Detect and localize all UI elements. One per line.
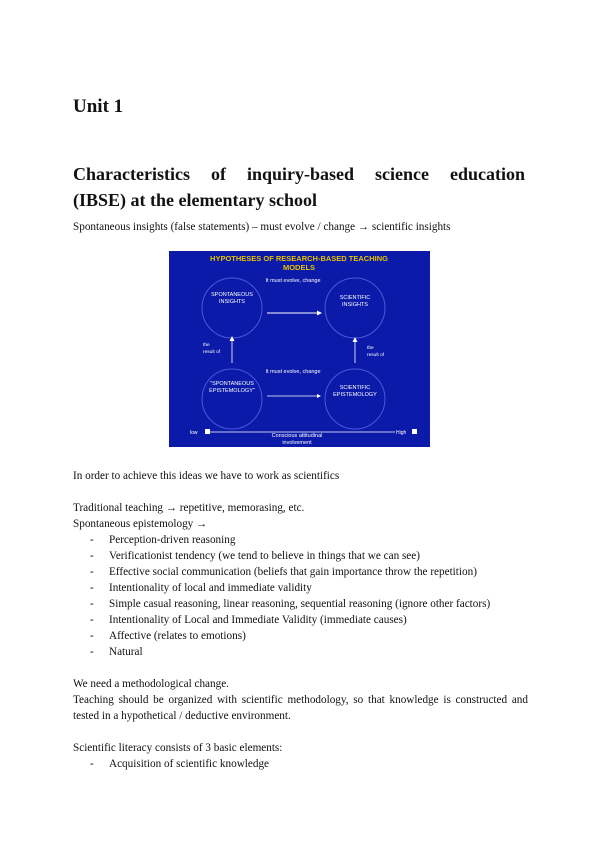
list-item-text: Perception-driven reasoning bbox=[109, 534, 236, 546]
dash-bullet: - bbox=[90, 534, 94, 546]
section-heading bbox=[73, 161, 525, 213]
list-item bbox=[73, 756, 533, 772]
dash-bullet: - bbox=[90, 646, 94, 658]
literacy-intro: Scientific literacy consists of 3 basic elements: bbox=[73, 742, 283, 754]
right-label1: the bbox=[367, 346, 374, 351]
section-heading-line1: Characteristics of inquiry-based science education bbox=[73, 164, 525, 184]
list-item-text: Effective social communication (beliefs that gain importance throw the repetition) bbox=[109, 566, 477, 578]
dash-bullet: - bbox=[90, 758, 94, 770]
list-item bbox=[73, 548, 533, 564]
circle-tr-text1: SCIENTIFIC bbox=[339, 295, 371, 301]
list-item bbox=[73, 612, 533, 628]
literacy-list bbox=[73, 756, 533, 772]
circle-br-text1: SCIENTIFIC bbox=[339, 385, 371, 391]
traditional-teaching-line: Traditional teaching → repetitive, memorasing, etc. bbox=[73, 502, 305, 514]
dash-bullet: - bbox=[90, 598, 94, 610]
slide-title-line1: HYPOTHESES OF RESEARCH-BASED TEACHING bbox=[210, 254, 388, 263]
methodological-change-line: We need a methodological change. bbox=[73, 678, 229, 690]
circle-bl-text2: EPISTEMOLOGY" bbox=[209, 388, 255, 394]
low-marker bbox=[205, 429, 210, 434]
intro-paragraph: Spontaneous insights (false statements) – must evolve / change → scientific insights bbox=[73, 221, 451, 233]
left-label2: result of bbox=[203, 350, 221, 355]
list-item-text: Natural bbox=[109, 646, 143, 658]
slide-title-line2: MODELS bbox=[282, 263, 316, 272]
list-item-text: Affective (relates to emotions) bbox=[109, 630, 246, 642]
bottom-label1: Conscious attitudinal bbox=[271, 433, 323, 439]
list-item-text: Intentionality of local and immediate validity bbox=[109, 582, 312, 594]
low-label: low bbox=[190, 430, 198, 436]
list-item bbox=[73, 596, 533, 612]
right-label2: result of bbox=[367, 353, 385, 358]
high-label: High bbox=[396, 430, 407, 436]
dash-bullet: - bbox=[90, 550, 94, 562]
high-marker bbox=[412, 429, 417, 434]
circle-tr-text2: INSIGHTS bbox=[342, 302, 368, 308]
bottom-label2: involvement bbox=[282, 440, 312, 446]
dash-bullet: - bbox=[90, 630, 94, 642]
research-teaching-models-slide bbox=[169, 251, 430, 447]
circle-tl-text2: INSIGHTS bbox=[219, 299, 245, 305]
list-item bbox=[73, 532, 533, 548]
dash-bullet: - bbox=[90, 614, 94, 626]
top-arrow-label: It must evolve, change bbox=[265, 278, 321, 284]
section-heading-line2: (IBSE) at the elementary school bbox=[73, 190, 317, 210]
list-item-text: Simple casual reasoning, linear reasoning, sequential reasoning (ignore other factors) bbox=[109, 598, 491, 610]
list-item bbox=[73, 580, 533, 596]
left-label1: the bbox=[203, 343, 210, 348]
list-item-text: Intentionality of Local and Immediate Validity (immediate causes) bbox=[109, 614, 407, 626]
circle-bl-text1: "SPONTANEOUS bbox=[210, 381, 254, 387]
list-item bbox=[73, 628, 533, 644]
list-item-text: Acquisition of scientific knowledge bbox=[109, 758, 270, 770]
spontaneous-epistemology-label: Spontaneous epistemology → bbox=[73, 518, 208, 530]
list-item bbox=[73, 644, 533, 660]
achieve-paragraph: In order to achieve this ideas we have to work as scientifics bbox=[73, 470, 340, 482]
circle-br-text2: EPISTEMOLOGY bbox=[333, 392, 377, 398]
unit-title: Unit 1 bbox=[73, 96, 124, 117]
mid-arrow-label: It must evolve, change bbox=[265, 369, 321, 375]
list-item bbox=[73, 564, 533, 580]
dash-bullet: - bbox=[90, 566, 94, 578]
epistemology-list bbox=[73, 532, 533, 660]
teaching-organized-paragraph: Teaching should be organized with scientific methodology, so that knowledge is constructed and tested in a hypothetical / deductive environment. bbox=[73, 694, 528, 722]
dash-bullet: - bbox=[90, 582, 94, 594]
circle-tl-text1: SPONTANEOUS bbox=[211, 292, 253, 298]
list-item-text: Verificationist tendency (we tend to believe in things that we can see) bbox=[109, 550, 420, 562]
